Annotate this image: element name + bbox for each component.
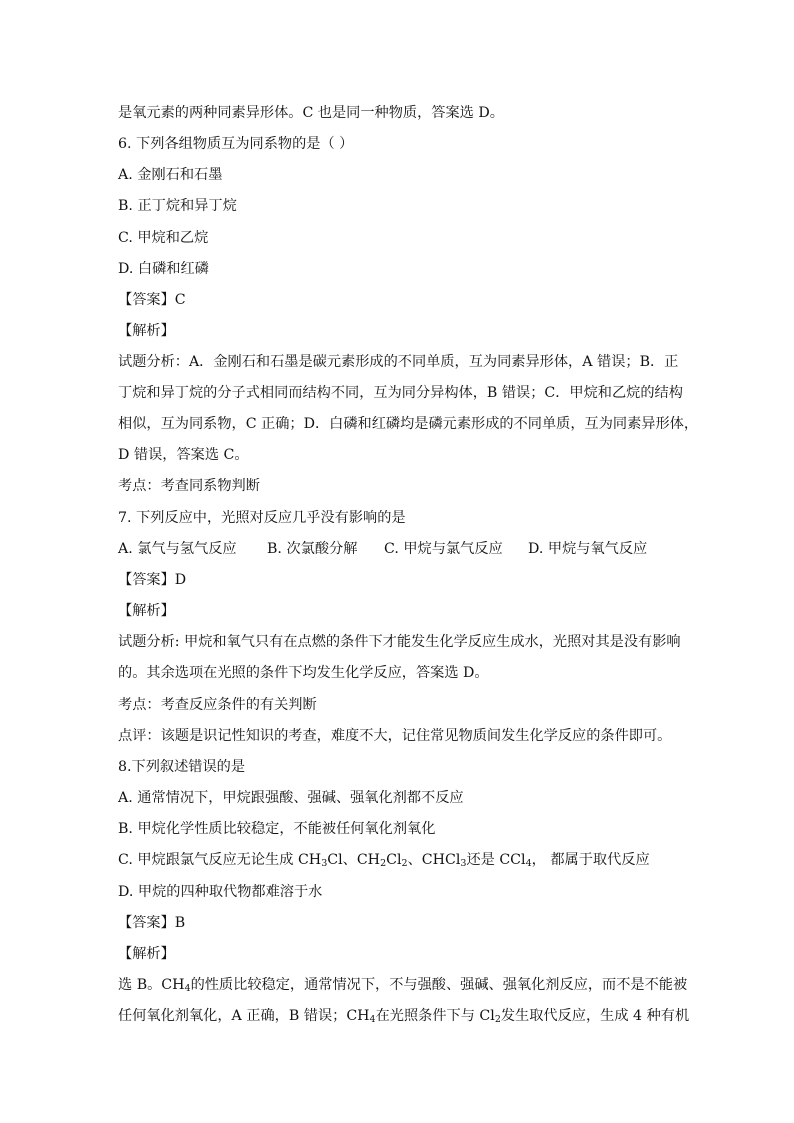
q5-analysis-tail: 是氧元素的两种同素异形体。C 也是同一种物质，答案选 D。	[118, 105, 504, 121]
formula-ch2cl2: $CH_2Cl_2$、	[356, 852, 422, 869]
q6-stem: 6. 下列各组物质互为同系物的是（ ）	[118, 136, 354, 152]
q6-option-a: A. 金刚石和石墨	[118, 167, 223, 183]
q6-option-c: C. 甲烷和乙烷	[118, 230, 209, 246]
q8-stem: 8.下列叙述错误的是	[118, 759, 246, 775]
q7-dianping: 点评：该题是识记性知识的考查，难度不大，记住常见物质间发生化学反应的条件即可。	[118, 728, 672, 744]
q7-option-d: D. 甲烷与氧气反应	[528, 541, 648, 557]
q7-answer: 【答案】D	[118, 572, 187, 588]
q6-analysis-title: 【解析】	[118, 323, 175, 339]
q6-analysis-line: 丁烷和异丁烷的分子式相同而结构不同，互为同分异构体，B 错误；C．甲烷和乙烷的结构	[118, 385, 683, 401]
q7-analysis-line: 试题分析: 甲烷和氧气只有在点燃的条件下才能发生化学反应生成水，光照对其是没有影响	[118, 634, 681, 650]
q7-analysis-line: 的。其余选项在光照的条件下均发生化学反应，答案选 D。	[118, 665, 489, 681]
q6-analysis-line: D 错误，答案选 C。	[118, 447, 249, 463]
q7-option-a: A. 氯气与氢气反应	[118, 541, 237, 557]
formula-ch3cl: $CH_3Cl$、	[297, 852, 357, 869]
q7-analysis-title: 【解析】	[118, 603, 175, 619]
formula-chcl3: CHCl$_3$	[421, 852, 467, 869]
q6-option-b: B. 正丁烷和异丁烷	[118, 198, 237, 214]
q8-analysis-line: 任何氧化剂氧化，A 正确，B 错误；$CH_4$在光照条件下与 $Cl_2$发生取代反应，生成 4 种有机	[118, 1008, 690, 1025]
q6-kaodian: 考点：考查同系物判断	[118, 478, 260, 494]
formula-ccl4: CCl$_4$	[499, 852, 532, 869]
q7-option-b: B. 次氯酸分解	[267, 541, 358, 557]
q7-option-c: C. 甲烷与氯气反应	[384, 541, 503, 557]
q8-analysis-title: 【解析】	[118, 946, 175, 962]
q8-option-d: D. 甲烷的四种取代物都难溶于水	[118, 884, 323, 900]
q7-kaodian: 考点：考查反应条件的有关判断	[118, 697, 317, 713]
q6-analysis-line: 试题分析：A．金刚石和石墨是碳元素形成的不同单质，互为同素异形体，A 错误；B．正	[118, 354, 679, 370]
q6-option-d: D. 白磷和红磷	[118, 261, 209, 277]
q8-option-b: B. 甲烷化学性质比较稳定，不能被任何氧化剂氧化	[118, 821, 436, 837]
q6-analysis-line: 相似，互为同系物，C 正确；D．白磷和红磷均是磷元素形成的不同单质，互为同素异形体，	[118, 416, 699, 432]
q8-option-c: C. 甲烷跟氯气反应无论生成 $CH_3Cl$、$CH_2Cl_2$、CHCl$_3$还是 CCl$_4$， 都属于取代反应	[118, 852, 650, 869]
q6-answer: 【答案】C	[118, 292, 186, 308]
q7-stem: 7. 下列反应中，光照对反应几乎没有影响的是	[118, 510, 406, 526]
q8-option-a: A. 通常情况下，甲烷跟强酸、强碱、强氧化剂都不反应	[118, 790, 464, 806]
q8-answer: 【答案】B	[118, 915, 186, 931]
q8-analysis-line: 选 B。$CH_4$的性质比较稳定，通常情况下，不与强酸、强碱、强氧化剂反应，而不是不能被	[118, 977, 688, 994]
